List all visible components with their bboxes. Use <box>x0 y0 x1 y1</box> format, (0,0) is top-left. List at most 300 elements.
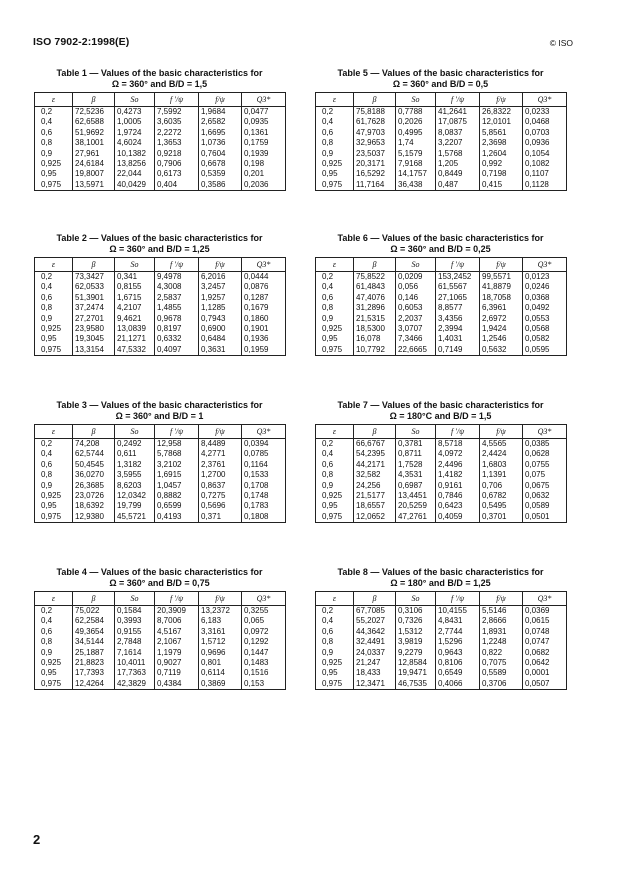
table-cell: 61,7628 <box>354 117 396 127</box>
table-cell: 19,9471 <box>396 668 436 678</box>
table-cell: 2,4424 <box>480 449 523 459</box>
table-cell: 0,95 <box>35 668 73 678</box>
column-header: ε <box>316 258 354 272</box>
table-cell: 3,2457 <box>199 282 242 292</box>
table-row <box>316 282 567 292</box>
table-row <box>316 470 567 480</box>
table-row <box>35 128 286 138</box>
column-header: f/ψ <box>199 258 242 272</box>
table-cell: 1,1391 <box>480 470 523 480</box>
table-cell: 0,1447 <box>242 648 286 658</box>
table-cell: 44,3642 <box>354 627 396 637</box>
table-cell: 27,961 <box>73 149 115 159</box>
table-cell: 62,5744 <box>73 449 115 459</box>
characteristics-table <box>315 257 567 356</box>
table-cell: 41,2641 <box>436 107 480 118</box>
table-cell: 0,4059 <box>436 512 480 523</box>
column-header: f/ψ <box>480 258 523 272</box>
table-cell: 0,0209 <box>396 272 436 283</box>
table-cell: 17,0875 <box>436 117 480 127</box>
table-cell: 0,975 <box>316 679 354 690</box>
table-cell: 0,1082 <box>523 159 567 169</box>
table-cell: 0,1361 <box>242 128 286 138</box>
table-cell: 0,1783 <box>242 501 286 511</box>
table-cell: 0,95 <box>316 501 354 511</box>
table-cell: 2,6582 <box>199 117 242 127</box>
column-header: ε <box>35 592 73 606</box>
column-header: So <box>396 258 436 272</box>
table-cell: 0,0642 <box>523 658 567 668</box>
table-caption <box>315 400 566 424</box>
table-cell: 0,95 <box>316 334 354 344</box>
table-cell: 41,8879 <box>480 282 523 292</box>
table-cell: 0,2 <box>316 606 354 617</box>
column-header: β <box>73 592 115 606</box>
table-row <box>35 460 286 470</box>
characteristics-table <box>315 424 567 523</box>
table-caption-condition: Ω = 360° and B/D = 0,25 <box>390 244 491 254</box>
table-cell: 0,95 <box>316 668 354 678</box>
table-caption <box>34 68 285 92</box>
table-cell: 0,2026 <box>396 117 436 127</box>
table-cell: 0,8882 <box>155 491 199 501</box>
table-row <box>35 272 286 283</box>
column-header: ε <box>316 592 354 606</box>
table-row <box>316 627 567 637</box>
table-cell: 0,2 <box>35 439 73 450</box>
table-header-row <box>35 592 286 606</box>
table-cell: 13,2372 <box>199 606 242 617</box>
table-cell: 0,6173 <box>155 169 199 179</box>
table-cell: 0,5495 <box>480 501 523 511</box>
table-cell: 0,7149 <box>436 345 480 356</box>
table-cell: 0,4193 <box>155 512 199 523</box>
table-cell: 0,0553 <box>523 314 567 324</box>
column-header: Q3* <box>242 93 286 107</box>
table-cell: 3,2102 <box>155 460 199 470</box>
table-cell: 0,9 <box>316 149 354 159</box>
table-cell: 0,2 <box>316 272 354 283</box>
table-cell: 13,0839 <box>115 324 155 334</box>
table-cell: 0,0477 <box>242 107 286 118</box>
table-block <box>315 400 566 523</box>
table-cell: 14,1757 <box>396 169 436 179</box>
table-cell: 12,9380 <box>73 512 115 523</box>
table-cell: 0,9161 <box>436 481 480 491</box>
table-cell: 0,9 <box>35 481 73 491</box>
table-cell: 0,9 <box>35 314 73 324</box>
table-cell: 0,0568 <box>523 324 567 334</box>
table-row <box>35 501 286 511</box>
table-cell: 0,6053 <box>396 303 436 313</box>
table-cell: 3,3161 <box>199 627 242 637</box>
table-cell: 0,6900 <box>199 324 242 334</box>
table-row <box>316 637 567 647</box>
table-cell: 0,0682 <box>523 648 567 658</box>
table-row <box>316 606 567 617</box>
table-cell: 0,153 <box>242 679 286 690</box>
table-cell: 21,8823 <box>73 658 115 668</box>
table-cell: 10,4011 <box>115 658 155 668</box>
table-cell: 4,6024 <box>115 138 155 148</box>
table-cell: 0,3706 <box>480 679 523 690</box>
table-cell: 13,4451 <box>396 491 436 501</box>
table-cell: 0,706 <box>480 481 523 491</box>
table-cell: 8,5718 <box>436 439 480 450</box>
column-header: ε <box>35 93 73 107</box>
table-cell: 0,0675 <box>523 481 567 491</box>
table-cell: 40,0429 <box>115 180 155 191</box>
table-cell: 0,7119 <box>155 668 199 678</box>
column-header: So <box>396 425 436 439</box>
column-header: f/ψ <box>199 425 242 439</box>
table-cell: 0,0368 <box>523 293 567 303</box>
table-cell: 0,975 <box>316 345 354 356</box>
column-header: Q3* <box>523 592 567 606</box>
column-header: So <box>115 425 155 439</box>
table-cell: 24,256 <box>354 481 396 491</box>
table-cell: 4,0972 <box>436 449 480 459</box>
table-cell: 0,1287 <box>242 293 286 303</box>
table-cell: 1,9257 <box>199 293 242 303</box>
table-cell: 18,5300 <box>354 324 396 334</box>
table-cell: 0,0703 <box>523 128 567 138</box>
table-cell: 61,5567 <box>436 282 480 292</box>
table-cell: 0,2 <box>316 439 354 450</box>
table-row <box>35 449 286 459</box>
table-row <box>316 658 567 668</box>
table-cell: 9,4621 <box>115 314 155 324</box>
table-caption-title: Table 7 — Values of the basic characteristics for <box>337 400 544 410</box>
table-cell: 0,8155 <box>115 282 155 292</box>
column-header: ε <box>316 425 354 439</box>
table-cell: 1,2248 <box>480 637 523 647</box>
table-cell: 0,611 <box>115 449 155 459</box>
column-header: f '/ψ <box>155 592 199 606</box>
table-cell: 2,6972 <box>480 314 523 324</box>
table-cell: 42,3829 <box>115 679 155 690</box>
table-cell: 0,0001 <box>523 668 567 678</box>
table-cell: 18,7058 <box>480 293 523 303</box>
table-cell: 0,0876 <box>242 282 286 292</box>
column-header: f '/ψ <box>436 592 480 606</box>
table-cell: 0,975 <box>35 345 73 356</box>
table-cell: 27,1065 <box>436 293 480 303</box>
table-cell: 0,95 <box>316 169 354 179</box>
table-cell: 0,0595 <box>523 345 567 356</box>
table-row <box>316 616 567 626</box>
table-cell: 0,4 <box>35 449 73 459</box>
table-cell: 0,5359 <box>199 169 242 179</box>
table-cell: 0,992 <box>480 159 523 169</box>
table-row <box>316 107 567 118</box>
table-cell: 0,1533 <box>242 470 286 480</box>
table-cell: 0,3993 <box>115 616 155 626</box>
table-cell: 1,9684 <box>199 107 242 118</box>
column-header: So <box>115 93 155 107</box>
column-header: ε <box>35 258 73 272</box>
table-cell: 2,7744 <box>436 627 480 637</box>
table-cell: 0,4 <box>316 282 354 292</box>
table-cell: 0,0755 <box>523 460 567 470</box>
table-row <box>316 460 567 470</box>
table-cell: 0,1128 <box>523 180 567 191</box>
table-row <box>316 501 567 511</box>
copyright-mark: © ISO <box>549 38 573 48</box>
table-cell: 12,0342 <box>115 491 155 501</box>
table-cell: 4,8431 <box>436 616 480 626</box>
table-cell: 18,6392 <box>73 501 115 511</box>
table-cell: 0,1759 <box>242 138 286 148</box>
table-cell: 0,4384 <box>155 679 199 690</box>
table-caption-condition: Ω = 180° and B/D = 1,25 <box>390 578 491 588</box>
table-row <box>316 481 567 491</box>
table-block <box>34 233 285 356</box>
table-cell: 0,3781 <box>396 439 436 450</box>
table-row <box>316 648 567 658</box>
column-header: β <box>354 425 396 439</box>
table-cell: 0,0468 <box>523 117 567 127</box>
column-header: ε <box>316 93 354 107</box>
table-cell: 0,056 <box>396 282 436 292</box>
table-cell: 0,9643 <box>436 648 480 658</box>
table-cell: 13,3154 <box>73 345 115 356</box>
table-cell: 0,925 <box>316 491 354 501</box>
table-cell: 0,925 <box>35 491 73 501</box>
table-cell: 5,8561 <box>480 128 523 138</box>
table-cell: 0,0385 <box>523 439 567 450</box>
table-row <box>35 180 286 191</box>
column-header: So <box>396 93 436 107</box>
column-header: f/ψ <box>199 592 242 606</box>
table-cell: 0,0233 <box>523 107 567 118</box>
table-cell: 21,247 <box>354 658 396 668</box>
table-cell: 0,8197 <box>155 324 199 334</box>
table-caption-title: Table 8 — Values of the basic characteristics for <box>337 567 544 577</box>
table-caption-title: Table 2 — Values of the basic characteristics for <box>56 233 263 243</box>
table-caption <box>34 567 285 591</box>
table-cell: 74,208 <box>73 439 115 450</box>
table-cell: 1,5312 <box>396 627 436 637</box>
table-row <box>35 616 286 626</box>
table-cell: 23,9580 <box>73 324 115 334</box>
table-cell: 0,8449 <box>436 169 480 179</box>
table-cell: 55,2027 <box>354 616 396 626</box>
characteristics-table <box>34 257 286 356</box>
table-cell: 47,9703 <box>354 128 396 138</box>
table-cell: 0,1483 <box>242 658 286 668</box>
table-caption <box>34 233 285 257</box>
table-cell: 0,4097 <box>155 345 199 356</box>
table-cell: 66,6767 <box>354 439 396 450</box>
table-cell: 0,8 <box>316 138 354 148</box>
column-header: Q3* <box>242 258 286 272</box>
column-header: f '/ψ <box>436 425 480 439</box>
table-cell: 0,6 <box>316 128 354 138</box>
table-row <box>35 491 286 501</box>
table-cell: 0,8 <box>35 303 73 313</box>
table-cell: 26,3685 <box>73 481 115 491</box>
table-cell: 12,4264 <box>73 679 115 690</box>
table-cell: 1,6715 <box>115 293 155 303</box>
table-cell: 0,3631 <box>199 345 242 356</box>
table-cell: 22,044 <box>115 169 155 179</box>
table-cell: 0,0492 <box>523 303 567 313</box>
table-header-row <box>316 425 567 439</box>
table-row <box>316 668 567 678</box>
table-cell: 0,8106 <box>436 658 480 668</box>
table-cell: 1,6695 <box>199 128 242 138</box>
table-caption <box>34 400 285 424</box>
table-cell: 37,2474 <box>73 303 115 313</box>
table-cell: 44,2171 <box>354 460 396 470</box>
table-cell: 16,5292 <box>354 169 396 179</box>
table-cell: 7,1614 <box>115 648 155 658</box>
table-cell: 0,1808 <box>242 512 286 523</box>
table-cell: 5,1579 <box>396 149 436 159</box>
table-cell: 0,7943 <box>199 314 242 324</box>
table-cell: 19,3045 <box>73 334 115 344</box>
table-cell: 0,0632 <box>523 491 567 501</box>
table-cell: 0,95 <box>35 501 73 511</box>
table-caption-condition: Ω = 360° and B/D = 1 <box>115 411 204 421</box>
table-cell: 61,4843 <box>354 282 396 292</box>
column-header: f '/ψ <box>436 258 480 272</box>
table-cell: 0,9 <box>316 314 354 324</box>
table-block <box>315 233 566 356</box>
column-header: ε <box>35 425 73 439</box>
table-cell: 0,6987 <box>396 481 436 491</box>
table-header-row <box>316 592 567 606</box>
table-cell: 0,8 <box>35 470 73 480</box>
table-cell: 5,5146 <box>480 606 523 617</box>
table-header-row <box>316 93 567 107</box>
table-cell: 0,4995 <box>396 128 436 138</box>
table-cell: 0,2 <box>35 606 73 617</box>
table-cell: 99,5571 <box>480 272 523 283</box>
table-cell: 51,3901 <box>73 293 115 303</box>
table-cell: 0,95 <box>35 169 73 179</box>
table-cell: 62,6588 <box>73 117 115 127</box>
table-cell: 1,1285 <box>199 303 242 313</box>
table-cell: 21,1271 <box>115 334 155 344</box>
table-cell: 6,3961 <box>480 303 523 313</box>
table-cell: 1,2546 <box>480 334 523 344</box>
table-cell: 0,6 <box>35 128 73 138</box>
table-row <box>35 117 286 127</box>
table-cell: 0,1901 <box>242 324 286 334</box>
table-cell: 1,74 <box>396 138 436 148</box>
table-row <box>316 491 567 501</box>
table-cell: 0,1959 <box>242 345 286 356</box>
table-cell: 47,5332 <box>115 345 155 356</box>
table-cell: 19,8007 <box>73 169 115 179</box>
table-cell: 0,0615 <box>523 616 567 626</box>
table-cell: 0,9218 <box>155 149 199 159</box>
table-cell: 0,1708 <box>242 481 286 491</box>
table-cell: 0,1584 <box>115 606 155 617</box>
table-cell: 3,9819 <box>396 637 436 647</box>
table-row <box>316 345 567 356</box>
table-cell: 0,341 <box>115 272 155 283</box>
table-cell: 0,6 <box>35 460 73 470</box>
table-cell: 4,5167 <box>155 627 199 637</box>
table-cell: 0,4 <box>316 616 354 626</box>
column-header: f '/ψ <box>155 425 199 439</box>
table-row <box>35 324 286 334</box>
table-cell: 4,3008 <box>155 282 199 292</box>
table-row <box>316 117 567 127</box>
column-header: f/ψ <box>480 592 523 606</box>
table-cell: 0,6678 <box>199 159 242 169</box>
table-cell: 0,975 <box>35 180 73 191</box>
table-cell: 0,6 <box>316 460 354 470</box>
document-standard-id: ISO 7902-2:1998(E) <box>33 36 130 48</box>
table-row <box>35 169 286 179</box>
table-cell: 32,582 <box>354 470 396 480</box>
table-row <box>35 314 286 324</box>
table-cell: 27,2701 <box>73 314 115 324</box>
table-cell: 0,3106 <box>396 606 436 617</box>
table-cell: 0,8 <box>316 303 354 313</box>
table-cell: 10,4155 <box>436 606 480 617</box>
table-cell: 0,6782 <box>480 491 523 501</box>
table-cell: 0,6549 <box>436 668 480 678</box>
table-cell: 16,078 <box>354 334 396 344</box>
table-cell: 0,1292 <box>242 637 286 647</box>
table-cell: 0,4 <box>35 282 73 292</box>
table-cell: 0,925 <box>35 159 73 169</box>
table-cell: 32,4491 <box>354 637 396 647</box>
table-cell: 10,7792 <box>354 345 396 356</box>
table-cell: 0,2036 <box>242 180 286 191</box>
table-cell: 7,3466 <box>396 334 436 344</box>
table-cell: 8,6203 <box>115 481 155 491</box>
table-cell: 0,198 <box>242 159 286 169</box>
table-cell: 0,9 <box>316 648 354 658</box>
table-caption-title: Table 1 — Values of the basic characteristics for <box>56 68 263 78</box>
column-header: So <box>115 258 155 272</box>
table-cell: 0,4 <box>316 117 354 127</box>
table-cell: 49,3654 <box>73 627 115 637</box>
column-header: f '/ψ <box>436 93 480 107</box>
table-caption-condition: Ω = 360° and B/D = 1,25 <box>109 244 210 254</box>
table-cell: 0,5589 <box>480 668 523 678</box>
table-cell: 0,0785 <box>242 449 286 459</box>
table-cell: 47,2761 <box>396 512 436 523</box>
table-row <box>35 658 286 668</box>
table-cell: 1,4182 <box>436 470 480 480</box>
table-cell: 1,4855 <box>155 303 199 313</box>
table-cell: 0,0507 <box>523 679 567 690</box>
table-cell: 1,5768 <box>436 149 480 159</box>
column-header: Q3* <box>523 93 567 107</box>
table-cell: 6,183 <box>199 616 242 626</box>
table-row <box>35 293 286 303</box>
table-row <box>316 303 567 313</box>
table-cell: 72,5236 <box>73 107 115 118</box>
table-cell: 0,0369 <box>523 606 567 617</box>
table-cell: 2,4496 <box>436 460 480 470</box>
table-cell: 50,4545 <box>73 460 115 470</box>
table-cell: 0,7604 <box>199 149 242 159</box>
table-caption-condition: Ω = 360° and B/D = 0,75 <box>109 578 210 588</box>
table-cell: 2,3994 <box>436 324 480 334</box>
table-cell: 0,925 <box>316 159 354 169</box>
column-header: f/ψ <box>480 425 523 439</box>
table-cell: 0,8711 <box>396 449 436 459</box>
table-cell: 0,8 <box>35 138 73 148</box>
